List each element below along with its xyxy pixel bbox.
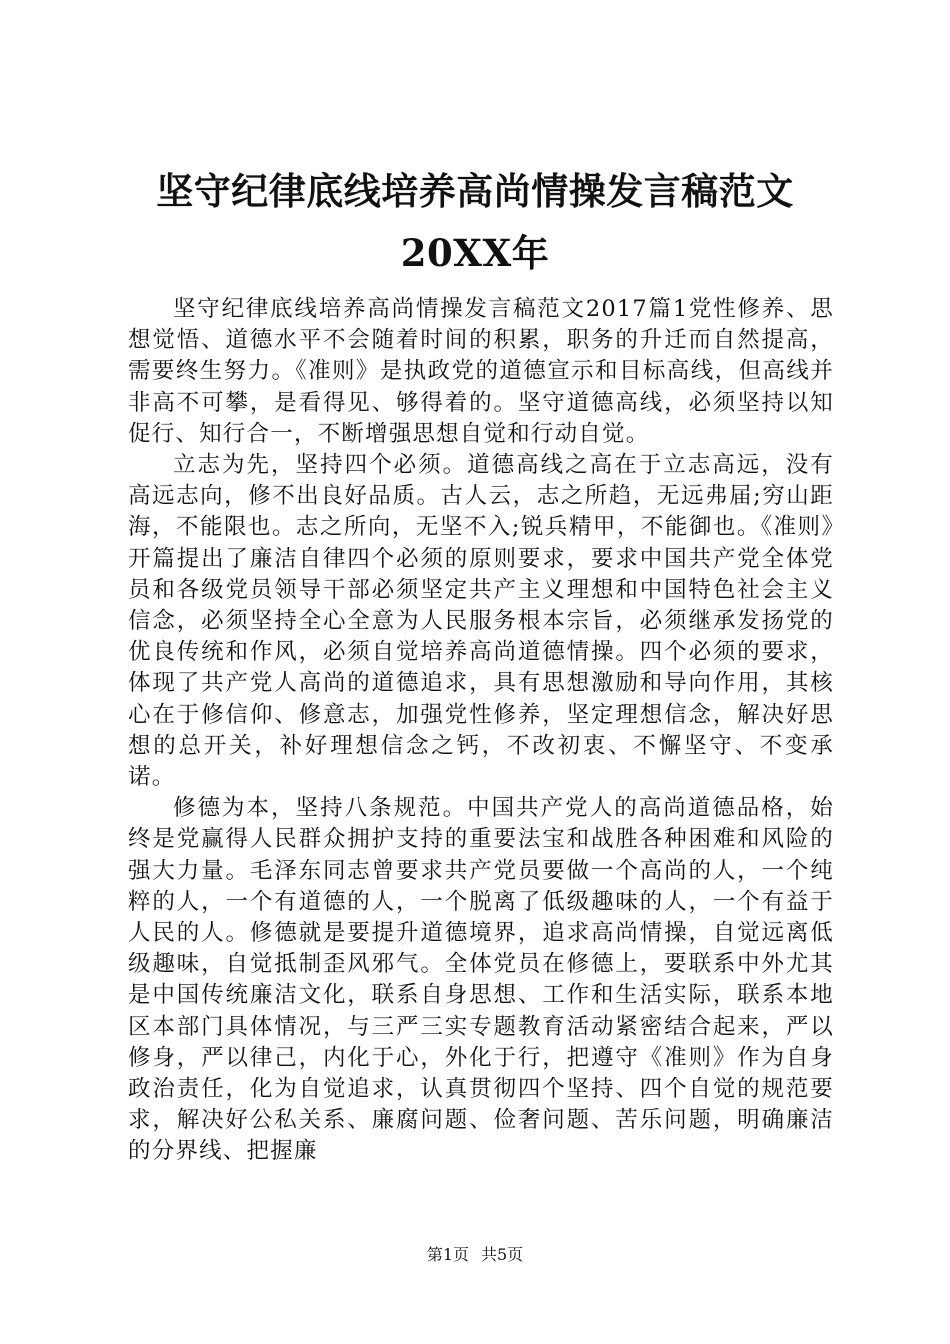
page-number: 第1页 [426,1245,469,1264]
document-body [128,294,834,1168]
document-title: 坚守纪律底线培养高尚情操发言稿范文20XX年 [156,169,794,275]
paragraph-1: 坚守纪律底线培养高尚情操发言稿范文2017篇1党性修养、思想觉悟、道德水平不会随着时间的积累，职务的升迁而自然提高，需要终生努力。《准则》是执政党的道德宣示和目标高线，但高线并非高不可攀，是看得见、够得着的。坚守道德高线，必须坚持以知促行、知行合一，不断增强思想自觉和行动自觉。 [128,296,834,447]
page-footer [0,1244,950,1266]
page-total: 共5页 [481,1245,524,1264]
paragraph-2: 立志为先，坚持四个必须。道德高线之高在于立志高远，没有高远志向，修不出良好品质。古人云，志之所趋，无远弗届;穷山距海，不能限也。志之所向，无坚不入;锐兵精甲，不能御也。《准则》开篇提出了廉洁自律四个必须的原则要求，要求中国共产党全体党员和各级党员领导干部必须坚定共产主义理想和中国特色社会主义信念，必须坚持全心全意为人民服务根本宗旨，必须继承发扬党的优良传统和作风，必须自觉培养高尚道德情操。四个必须的要求，体现了共产党人高尚的道德追求，具有思想激励和导向作用，其核心在于修信仰、修意志，加强党性修养，坚定理想信念，解决好思想的总开关，补好理想信念之钙，不改初衷、不懈坚守、不变承诺。 [128,452,834,791]
paragraph-3: 修德为本，坚持八条规范。中国共产党人的高尚道德品格，始终是党赢得人民群众拥护支持的重要法宝和战胜各种困难和风险的强大力量。毛泽东同志曾要求共产党员要做一个高尚的人，一个纯粹的人，一个有道德的人，一个脱离了低级趣味的人，一个有益于人民的人。修德就是要提升道德境界，追求高尚情操，自觉远离低级趣味，自觉抵制歪风邪气。全体党员在修德上，要联系中外尤其是中国传统廉洁文化，联系自身思想、工作和生活实际，联系本地区本部门具体情况，与三严三实专题教育活动紧密结合起来，严以修身，严以律己，内化于心，外化于行，把遵守《准则》作为自身政治责任，化为自觉追求，认真贯彻四个坚持、四个自觉的规范要求，解决好公私关系、廉腐问题、俭奢问题、苦乐问题，明确廉洁的分界线、把握廉 [128,795,834,1165]
